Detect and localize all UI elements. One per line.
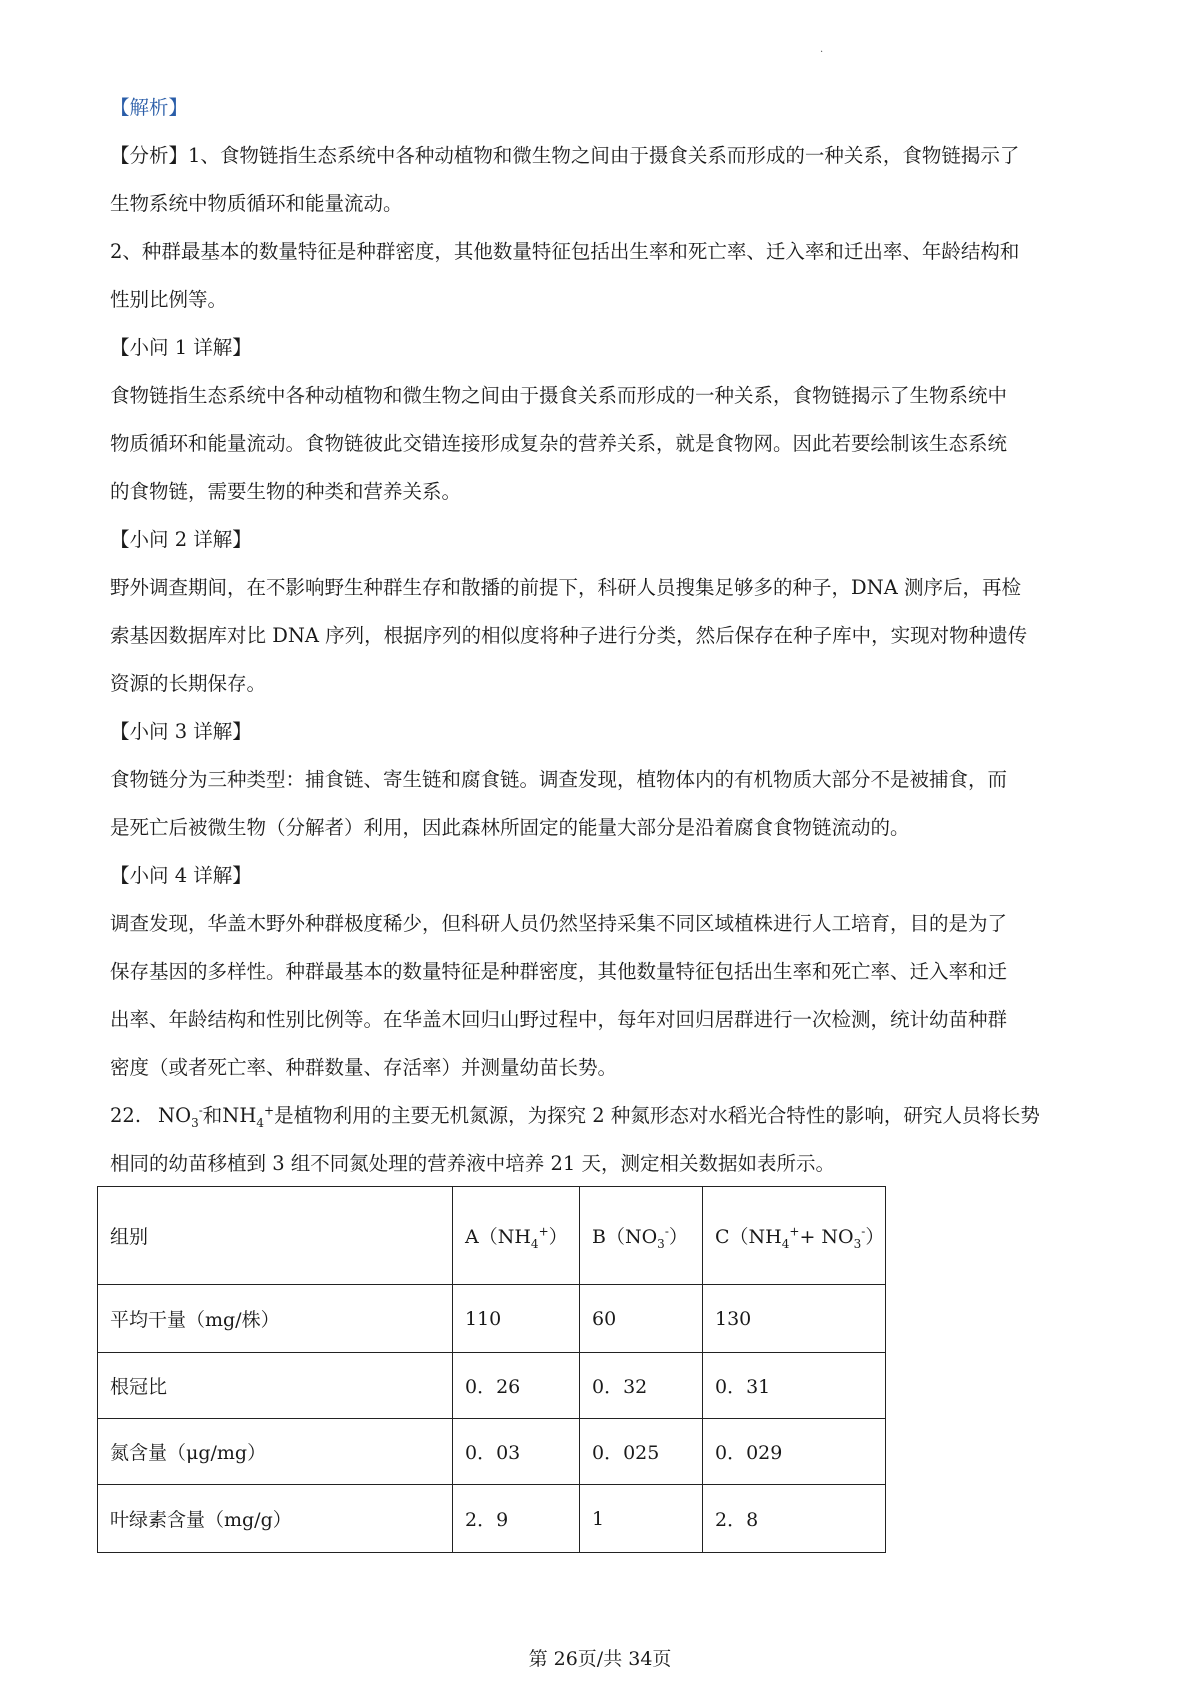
cell-a: 0．03 <box>453 1419 580 1485</box>
analysis-line: 【分析】1、食物链指生态系统中各种动植物和微生物之间由于摄食关系而形成的一种关系，食物链揭示了 <box>110 144 1020 167</box>
analysis-line: 2、种群最基本的数量特征是种群密度，其他数量特征包括出生率和死亡率、迁入率和迁出率、年龄结构和 <box>110 240 1020 263</box>
sub-question-4-line: 调查发现，华盖木野外种群极度稀少，但科研人员仍然坚持采集不同区域植株进行人工培育，目的是为了 <box>110 912 1008 935</box>
sub-question-1-line: 的食物链，需要生物的种类和营养关系。 <box>110 480 462 503</box>
row-label: 氮含量（μg/mg） <box>98 1419 453 1485</box>
header-cell-group: 组别 <box>98 1187 453 1285</box>
page-number-footer: 第 26页/共 34页 <box>528 1648 672 1670</box>
corner-mark: . <box>820 44 824 55</box>
cell-b: 60 <box>580 1285 703 1353</box>
cell-b: 1 <box>580 1485 703 1553</box>
header-cell-a: $A(NH_4^+)$ <box>453 1187 580 1285</box>
cell-c: 0．31 <box>703 1353 886 1419</box>
sub-question-3-line: 是死亡后被微生物（分解者）利用，因此森林所固定的能量大部分是沿着腐食食物链流动的。 <box>110 816 910 839</box>
sub-question-2-line: 资源的长期保存。 <box>110 672 267 695</box>
row-label: 根冠比 <box>98 1353 453 1419</box>
cell-a: 2．9 <box>453 1485 580 1553</box>
cell-c: 0．029 <box>703 1419 886 1485</box>
sub-question-2-line: 索基因数据库对比 DNA 序列，根据序列的相似度将种子进行分类，然后保存在种子库中，实现对物种遗传 <box>110 624 1028 647</box>
analysis-line: 性别比例等。 <box>110 288 228 311</box>
table-row <box>98 1419 886 1485</box>
sub-question-3-heading: 【小问 3 详解】 <box>110 720 252 743</box>
sub-question-1-line: 物质循环和能量流动。食物链彼此交错连接形成复杂的营养关系，就是食物网。因此若要绘制该生态系统 <box>110 432 1008 455</box>
cell-b: 0．025 <box>580 1419 703 1485</box>
cell-c: 2．8 <box>703 1485 886 1553</box>
table-row <box>98 1285 886 1353</box>
cell-b: 0．32 <box>580 1353 703 1419</box>
sub-question-4-line: 保存基因的多样性。种群最基本的数量特征是种群密度，其他数量特征包括出生率和死亡率、迁入率和迁 <box>110 960 1008 983</box>
sub-question-1-heading: 【小问 1 详解】 <box>110 336 252 359</box>
ammonium-formula: $NH_4^+$ <box>222 1103 275 1130</box>
sub-question-4-line: 密度（或者死亡率、种群数量、存活率）并测量幼苗长势。 <box>110 1056 618 1079</box>
sub-question-1-line: 食物链指生态系统中各种动植物和微生物之间由于摄食关系而形成的一种关系，食物链揭示了生物系统中 <box>110 384 1008 407</box>
header-cell-b: $B(NO_3^-)$ <box>580 1187 703 1285</box>
question-22-line-1: 22. $NO_3^-$和$NH_4^+$是植物利用的主要无机氮源，为探究 2 种氮形态对水稻光合特性的影响，研究人员将长势 <box>110 1103 1040 1130</box>
answer-body <box>110 96 1110 1200</box>
sub-question-4-line: 出率、年龄结构和性别比例等。在华盖木回归山野过程中，每年对回归居群进行一次检测，统计幼苗种群 <box>110 1008 1008 1031</box>
sub-question-2-line: 野外调查期间，在不影响野生种群生存和散播的前提下，科研人员搜集足够多的种子，DNA 测序后，再检 <box>110 576 1021 599</box>
jiexi-heading: 【解析】 <box>110 96 189 119</box>
row-label: 叶绿素含量（mg/g） <box>98 1485 453 1553</box>
analysis-line: 生物系统中物质循环和能量流动。 <box>110 192 403 215</box>
cell-a: 110 <box>453 1285 580 1353</box>
cell-c: 130 <box>703 1285 886 1353</box>
table-row <box>98 1485 886 1553</box>
sub-question-3-line: 食物链分为三种类型：捕食链、寄生链和腐食链。调查发现，植物体内的有机物质大部分不是被捕食，而 <box>110 768 1008 791</box>
row-label: 平均干量（mg/株） <box>98 1285 453 1353</box>
data-table-wrapper <box>97 1186 886 1553</box>
question-22-line-2: 相同的幼苗移植到 3 组不同氮处理的营养液中培养 21 天，测定相关数据如表所示。 <box>110 1152 836 1175</box>
header-cell-c: $C(NH_4^++ NO_3^-)$ <box>703 1187 886 1285</box>
table-row <box>98 1353 886 1419</box>
nitrogen-data-table <box>97 1186 886 1553</box>
sub-question-4-heading: 【小问 4 详解】 <box>110 864 252 887</box>
cell-a: 0．26 <box>453 1353 580 1419</box>
table-header-row <box>98 1187 886 1285</box>
question-number: 22. <box>110 1104 142 1127</box>
nitrate-formula: $NO_3^-$ <box>158 1103 203 1130</box>
sub-question-2-heading: 【小问 2 详解】 <box>110 528 252 551</box>
